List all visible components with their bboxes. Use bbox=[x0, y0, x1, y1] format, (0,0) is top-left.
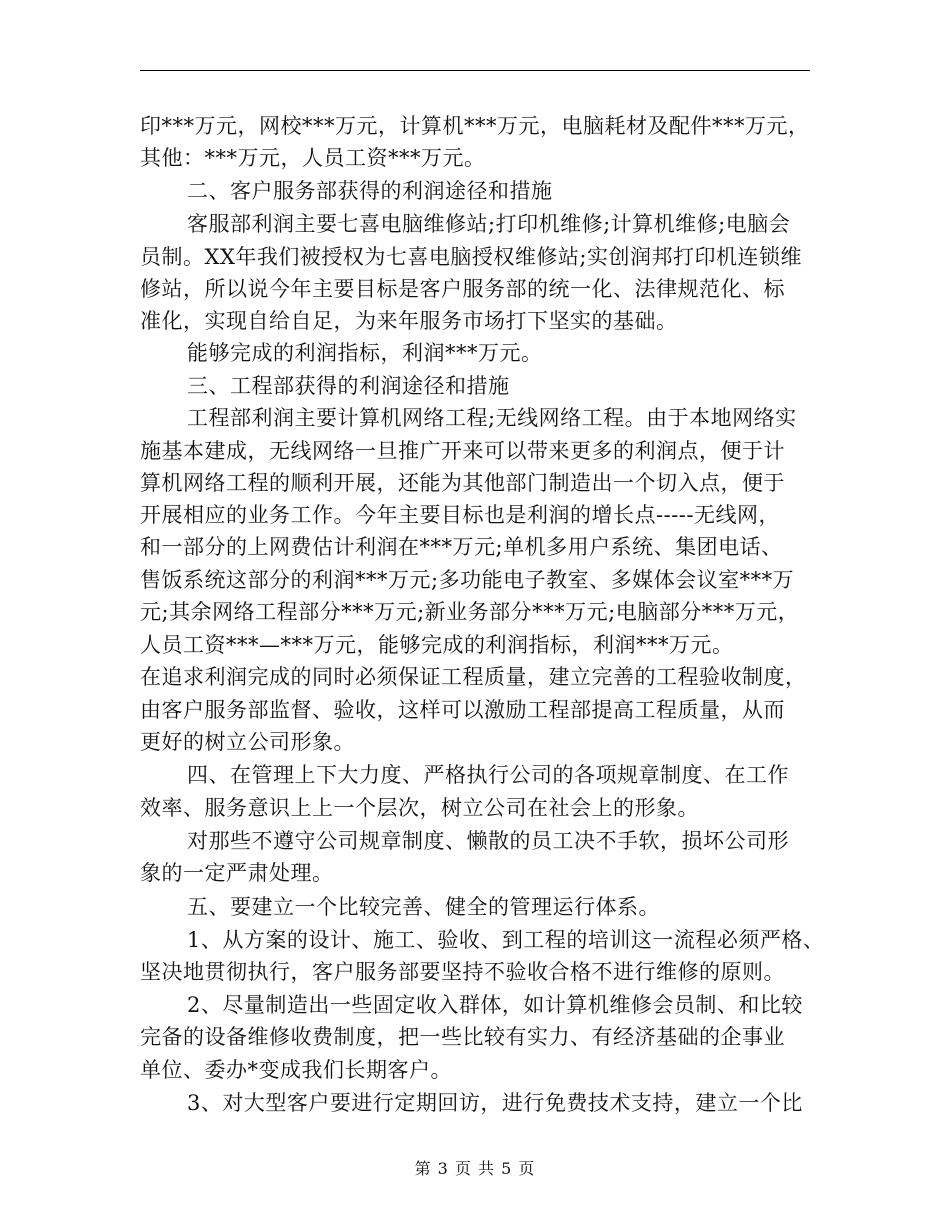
body-line: 施基本建成，无线网络一旦推广开来可以带来更多的利润点，便于计 bbox=[140, 439, 785, 463]
body-line: 元;其余网络工程部分***万元;新业务部分***万元;电脑部分***万元， bbox=[140, 600, 800, 624]
body-line: 客服部利润主要七喜电脑维修站;打印机维修;计算机维修;电脑会 bbox=[187, 212, 791, 236]
body-line: 开展相应的业务工作。今年主要目标也是利润的增长点-----无线网， bbox=[140, 503, 780, 527]
body-line: 修站，所以说今年主要目标是客户服务部的统一化、法律规范化、标 bbox=[140, 277, 785, 301]
body-line: 对那些不遵守公司规章制度、懒散的员工决不手软，损坏公司形 bbox=[187, 829, 789, 853]
body-line: 印***万元，网校***万元，计算机***万元，电脑耗材及配件***万元， bbox=[140, 114, 810, 138]
body-line: 工程部利润主要计算机网络工程;无线网络工程。由于本地网络实 bbox=[187, 406, 797, 430]
body-line: 和一部分的上网费估计利润在***万元;单机多用户系统、集团电话、 bbox=[140, 535, 783, 559]
body-line: 单位、委办*变成我们长期客户。 bbox=[140, 1058, 452, 1082]
body-line: 二、客户服务部获得的利润途径和措施 bbox=[187, 179, 553, 203]
body-line: 由客户服务部监督、验收，这样可以激励工程部提高工程质量，从而 bbox=[140, 698, 785, 722]
body-line: 算机网络工程的顺利开展，还能为其他部门制造出一个切入点，便于 bbox=[140, 471, 785, 495]
body-line: 能够完成的利润指标，利润***万元。 bbox=[187, 341, 543, 365]
body-line: 完备的设备维修收费制度，把一些比较有实力、有经济基础的企事业 bbox=[140, 1025, 785, 1049]
body-line: 效率、服务意识上上一个层次，树立公司在社会上的形象。 bbox=[140, 796, 699, 820]
body-line: 1、从方案的设计、施工、验收、到工程的培训这一流程必须严格、 bbox=[187, 928, 825, 952]
body-line: 3、对大型客户要进行定期回访，进行免费技术支持，建立一个比 bbox=[187, 1091, 803, 1115]
body-line: 坚决地贯彻执行，客户服务部要坚持不验收合格不进行维修的原则。 bbox=[140, 960, 785, 984]
body-line: 五、要建立一个比较完善、健全的管理运行体系。 bbox=[187, 895, 660, 919]
body-line: 准化，实现自给自足，为来年服务市场打下坚实的基础。 bbox=[140, 309, 678, 333]
body-line: 2、尽量制造出一些固定收入群体，如计算机维修会员制、和比较 bbox=[187, 993, 803, 1017]
body-line: 其他：***万元，人员工资***万元。 bbox=[140, 146, 486, 170]
body-line: 员制。XX年我们被授权为七喜电脑授权维修站;实创润邦打印机连锁维 bbox=[140, 245, 802, 269]
body-line: 在追求利润完成的同时必须保证工程质量，建立完善的工程验收制度， bbox=[140, 665, 807, 689]
body-line: 象的一定严肃处理。 bbox=[140, 861, 334, 885]
body-line: 三、工程部获得的利润途径和措施 bbox=[187, 374, 510, 398]
header-rule bbox=[140, 70, 810, 71]
page-footer: 第 3 页 共 5 页 bbox=[414, 1159, 536, 1178]
body-line: 售饭系统这部分的利润***万元;多功能电子教室、多媒体会议室***万 bbox=[140, 568, 795, 592]
body-line: 更好的树立公司形象。 bbox=[140, 730, 355, 754]
body-line: 四、在管理上下大力度、严格执行公司的各项规章制度、在工作 bbox=[187, 763, 789, 787]
body-line: 人员工资***—***万元，能够完成的利润指标，利润***万元。 bbox=[140, 633, 734, 657]
